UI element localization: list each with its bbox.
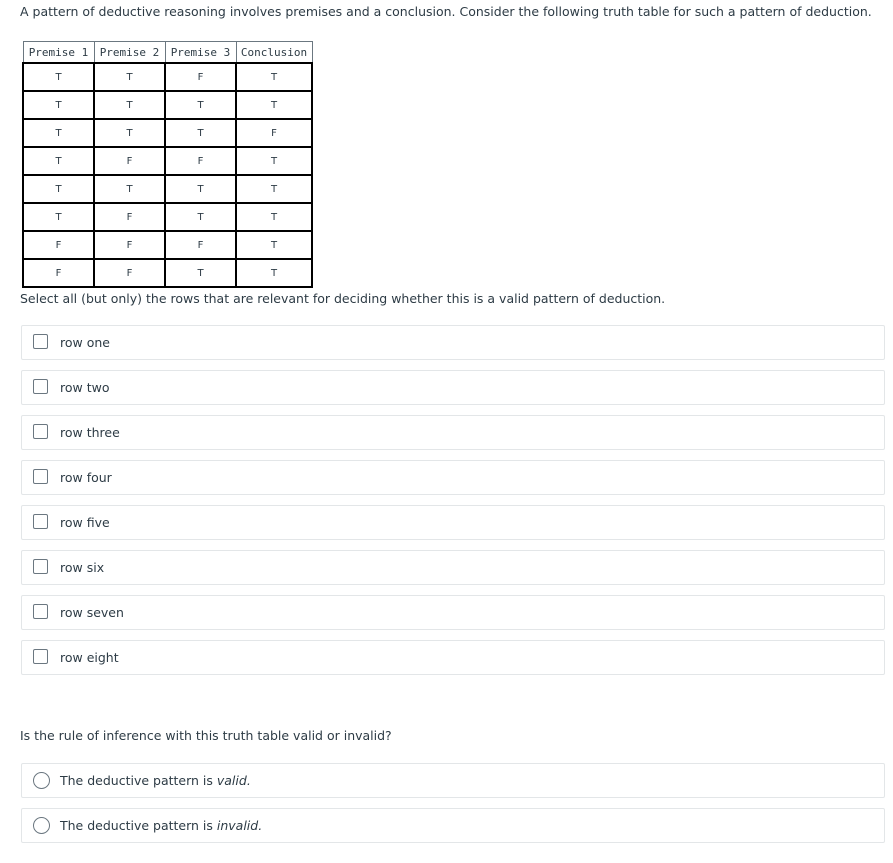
checkbox-icon[interactable] xyxy=(33,514,48,529)
truth-table-cell: F xyxy=(23,259,94,287)
answer-option-label: row two xyxy=(60,380,110,395)
checkbox-icon[interactable] xyxy=(33,379,48,394)
truth-table-cell: T xyxy=(236,147,312,175)
truth-table-row xyxy=(23,119,312,147)
truth-table-cell: T xyxy=(236,231,312,259)
truth-table-row xyxy=(23,91,312,119)
truth-table-cell: F xyxy=(165,231,236,259)
answer-option-row-6[interactable] xyxy=(21,550,885,585)
answer-option-label xyxy=(60,773,251,789)
checkbox-icon[interactable] xyxy=(33,334,48,349)
checkbox-icon[interactable] xyxy=(33,604,48,619)
answer-option-row-7[interactable] xyxy=(21,595,885,630)
truth-table-header-row xyxy=(23,42,312,64)
truth-table-cell: T xyxy=(23,175,94,203)
checkbox-icon[interactable] xyxy=(33,469,48,484)
truth-table-cell: T xyxy=(236,259,312,287)
answer-option-label: row three xyxy=(60,425,120,440)
answer-option-valid[interactable] xyxy=(21,763,885,798)
truth-table-cell: T xyxy=(94,63,165,91)
question-2-answers xyxy=(21,763,885,853)
answer-label-emphasis: valid xyxy=(216,773,247,788)
truth-table-row xyxy=(23,259,312,287)
answer-label-suffix: . xyxy=(246,773,251,788)
truth-table-row xyxy=(23,231,312,259)
answer-label-suffix: . xyxy=(258,818,263,833)
truth-table-row xyxy=(23,147,312,175)
radio-icon[interactable] xyxy=(33,817,50,834)
truth-table-cell: T xyxy=(23,91,94,119)
truth-table-cell: T xyxy=(236,91,312,119)
truth-table-cell: T xyxy=(94,91,165,119)
truth-table-cell: T xyxy=(23,63,94,91)
truth-table-cell: F xyxy=(23,231,94,259)
answer-option-label: row seven xyxy=(60,605,124,620)
checkbox-icon[interactable] xyxy=(33,559,48,574)
truth-table-cell: F xyxy=(165,63,236,91)
header-premise-3: Premise 3 xyxy=(165,42,236,64)
header-premise-2: Premise 2 xyxy=(94,42,165,64)
truth-table-cell: T xyxy=(165,175,236,203)
header-conclusion: Conclusion xyxy=(236,42,312,64)
header-premise-1: Premise 1 xyxy=(23,42,94,64)
answer-option-row-8[interactable] xyxy=(21,640,885,675)
truth-table-cell: T xyxy=(165,91,236,119)
answer-option-label: row five xyxy=(60,515,110,530)
truth-table-cell: F xyxy=(94,147,165,175)
answer-option-row-1[interactable] xyxy=(21,325,885,360)
truth-table-cell: F xyxy=(94,259,165,287)
answer-option-label: row eight xyxy=(60,650,119,665)
truth-table-row xyxy=(23,175,312,203)
answer-label-prefix: The deductive pattern is xyxy=(60,773,217,788)
answer-option-row-3[interactable] xyxy=(21,415,885,450)
truth-table xyxy=(22,41,313,288)
truth-table-cell: F xyxy=(94,203,165,231)
answer-label-prefix: The deductive pattern is xyxy=(60,818,217,833)
answer-option-row-5[interactable] xyxy=(21,505,885,540)
question-intro: A pattern of deductive reasoning involves premises and a conclusion. Consider the following truth table for such a pattern of deduction. xyxy=(20,4,872,19)
truth-table-cell: T xyxy=(236,63,312,91)
truth-table-cell: T xyxy=(236,203,312,231)
truth-table-cell: F xyxy=(94,231,165,259)
truth-table-row xyxy=(23,63,312,91)
checkbox-icon[interactable] xyxy=(33,649,48,664)
truth-table-row xyxy=(23,203,312,231)
answer-option-invalid[interactable] xyxy=(21,808,885,843)
answer-option-label: row one xyxy=(60,335,110,350)
truth-table-body xyxy=(23,63,312,287)
question-1-answers xyxy=(21,325,885,685)
answer-option-label xyxy=(60,818,262,834)
question-1-prompt: Select all (but only) the rows that are relevant for deciding whether this is a valid pattern of deduction. xyxy=(20,291,666,306)
truth-table-cell: T xyxy=(94,119,165,147)
question-2-prompt: Is the rule of inference with this truth table valid or invalid? xyxy=(20,728,392,743)
truth-table-cell: T xyxy=(23,203,94,231)
answer-option-row-4[interactable] xyxy=(21,460,885,495)
answer-label-emphasis: invalid xyxy=(216,818,259,833)
radio-icon[interactable] xyxy=(33,772,50,789)
truth-table-cell: T xyxy=(94,175,165,203)
answer-option-label: row six xyxy=(60,560,105,575)
answer-option-label: row four xyxy=(60,470,112,485)
truth-table-cell: F xyxy=(236,119,312,147)
truth-table-cell: T xyxy=(165,203,236,231)
truth-table-cell: T xyxy=(236,175,312,203)
truth-table-cell: F xyxy=(165,147,236,175)
truth-table-cell: T xyxy=(23,147,94,175)
truth-table-cell: T xyxy=(23,119,94,147)
answer-option-row-2[interactable] xyxy=(21,370,885,405)
truth-table-cell: T xyxy=(165,259,236,287)
checkbox-icon[interactable] xyxy=(33,424,48,439)
truth-table-cell: T xyxy=(165,119,236,147)
